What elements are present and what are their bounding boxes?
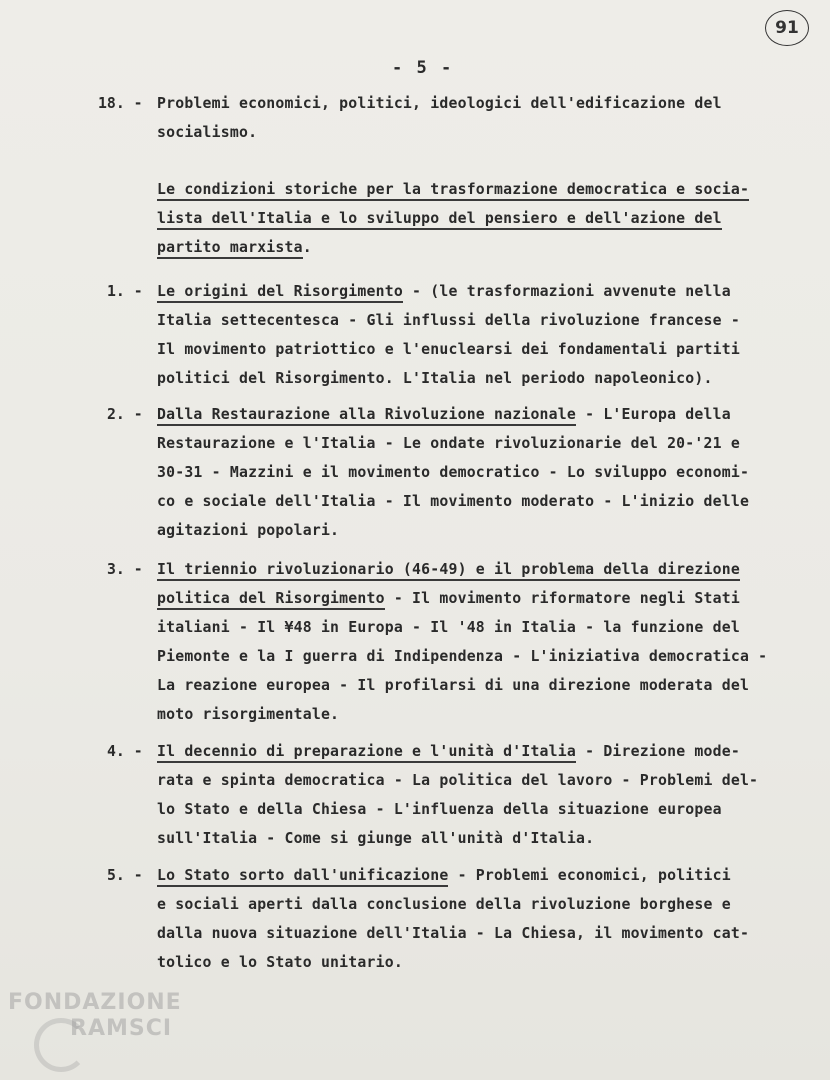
text-line (157, 463, 749, 483)
text-line (157, 521, 339, 541)
text-line (157, 647, 767, 667)
text-segment: moto risorgimentale. (157, 706, 340, 723)
text-line (157, 771, 758, 791)
text-segment: socialismo. (157, 124, 258, 141)
text-line (157, 866, 731, 886)
text-line (157, 209, 722, 229)
text-segment: co e sociale dell'Italia - Il movimento moderato - L'inizio delle (157, 493, 750, 510)
underlined-heading: Il decennio di preparazione e l'unità d'Italia (157, 743, 576, 763)
underlined-heading: Dalla Restaurazione alla Rivoluzione nazionale (157, 406, 576, 426)
item-number: 18. - (98, 95, 143, 112)
watermark-logo (8, 992, 182, 1040)
text-segment: Restaurazione e l'Italia - Le ondate rivoluzionarie del 20-'21 e (157, 435, 740, 452)
text-segment: - L'Europa della (576, 406, 731, 423)
item-number: 4. - (107, 743, 143, 760)
watermark-line1: FONDAZIONE (8, 990, 182, 1015)
text-segment: 30-31 - Mazzini e il movimento democratico - Lo sviluppo economi- (157, 464, 750, 481)
underlined-heading: Le condizioni storiche per la trasformazione democratica e socia- (157, 181, 749, 201)
text-line (157, 340, 740, 360)
text-segment: Piemonte e la I guerra di Indipendenza - L'iniziativa democratica - (157, 648, 768, 665)
underlined-heading: Il triennio rivoluzionario (46-49) e il problema della direzione (157, 561, 740, 581)
text-line (157, 311, 740, 331)
text-segment: - Problemi economici, politici (448, 867, 731, 884)
text-segment: sull'Italia - Come si giunge all'unità d'Italia. (157, 830, 595, 847)
page-number: - 5 - (392, 58, 454, 78)
item-number: 5. - (107, 867, 143, 884)
underlined-heading: Lo Stato sorto dall'unificazione (157, 867, 448, 887)
text-line (157, 492, 749, 512)
text-line (157, 282, 731, 302)
text-line (157, 742, 740, 762)
text-line (157, 676, 749, 696)
underlined-heading: partito marxista (157, 239, 303, 259)
text-line (157, 123, 257, 143)
item-number: 1. - (107, 283, 143, 300)
item-number: 3. - (107, 561, 143, 578)
text-segment: e sociali aperti dalla conclusione della rivoluzione borghese e (157, 896, 731, 913)
text-line (157, 829, 594, 849)
text-segment: Il movimento patriottico e l'enuclearsi dei fondamentali partiti (157, 341, 740, 358)
text-segment: italiani - Il ¥48 in Europa - Il '48 in Italia - la funzione del (157, 619, 740, 636)
text-line (157, 434, 740, 454)
archive-stamp: 91 (765, 10, 809, 46)
text-line (157, 560, 740, 580)
text-line (157, 405, 731, 425)
text-line (157, 800, 722, 820)
text-segment: politici del Risorgimento. L'Italia nel periodo napoleonico). (157, 370, 713, 387)
text-segment: - (le trasformazioni avvenute nella (402, 283, 731, 300)
item-number: 2. - (107, 406, 143, 423)
text-line (157, 924, 749, 944)
text-line (157, 180, 749, 200)
text-line (157, 895, 731, 915)
text-segment: lo Stato e della Chiesa - L'influenza della situazione europea (157, 801, 722, 818)
text-segment: La reazione europea - Il profilarsi di una direzione moderata del (157, 677, 750, 694)
underlined-heading: politica del Risorgimento (157, 590, 385, 610)
watermark-line2: RAMSCI (70, 1016, 173, 1041)
text-line (157, 705, 339, 725)
text-line (157, 953, 403, 973)
text-segment: - Il movimento riformatore negli Stati (384, 590, 740, 607)
text-segment: dalla nuova situazione dell'Italia - La Chiesa, il movimento cat- (157, 925, 750, 942)
text-line (157, 618, 740, 638)
text-segment: agitazioni popolari. (157, 522, 340, 539)
underlined-heading: lista dell'Italia e lo sviluppo del pensiero e dell'azione del (157, 210, 722, 230)
text-segment: tolico e lo Stato unitario. (157, 954, 403, 971)
text-segment: - Direzione mode- (576, 743, 740, 760)
text-line (157, 94, 722, 114)
text-line (157, 589, 740, 609)
text-line (157, 238, 312, 258)
text-segment: . (302, 239, 312, 256)
text-segment: rata e spinta democratica - La politica del lavoro - Problemi del- (157, 772, 759, 789)
text-segment: Italia settecentesca - Gli influssi della rivoluzione francese - (157, 312, 740, 329)
underlined-heading: Le origini del Risorgimento (157, 283, 403, 303)
text-segment: Problemi economici, politici, ideologici dell'edificazione del (157, 95, 722, 112)
text-line (157, 369, 713, 389)
